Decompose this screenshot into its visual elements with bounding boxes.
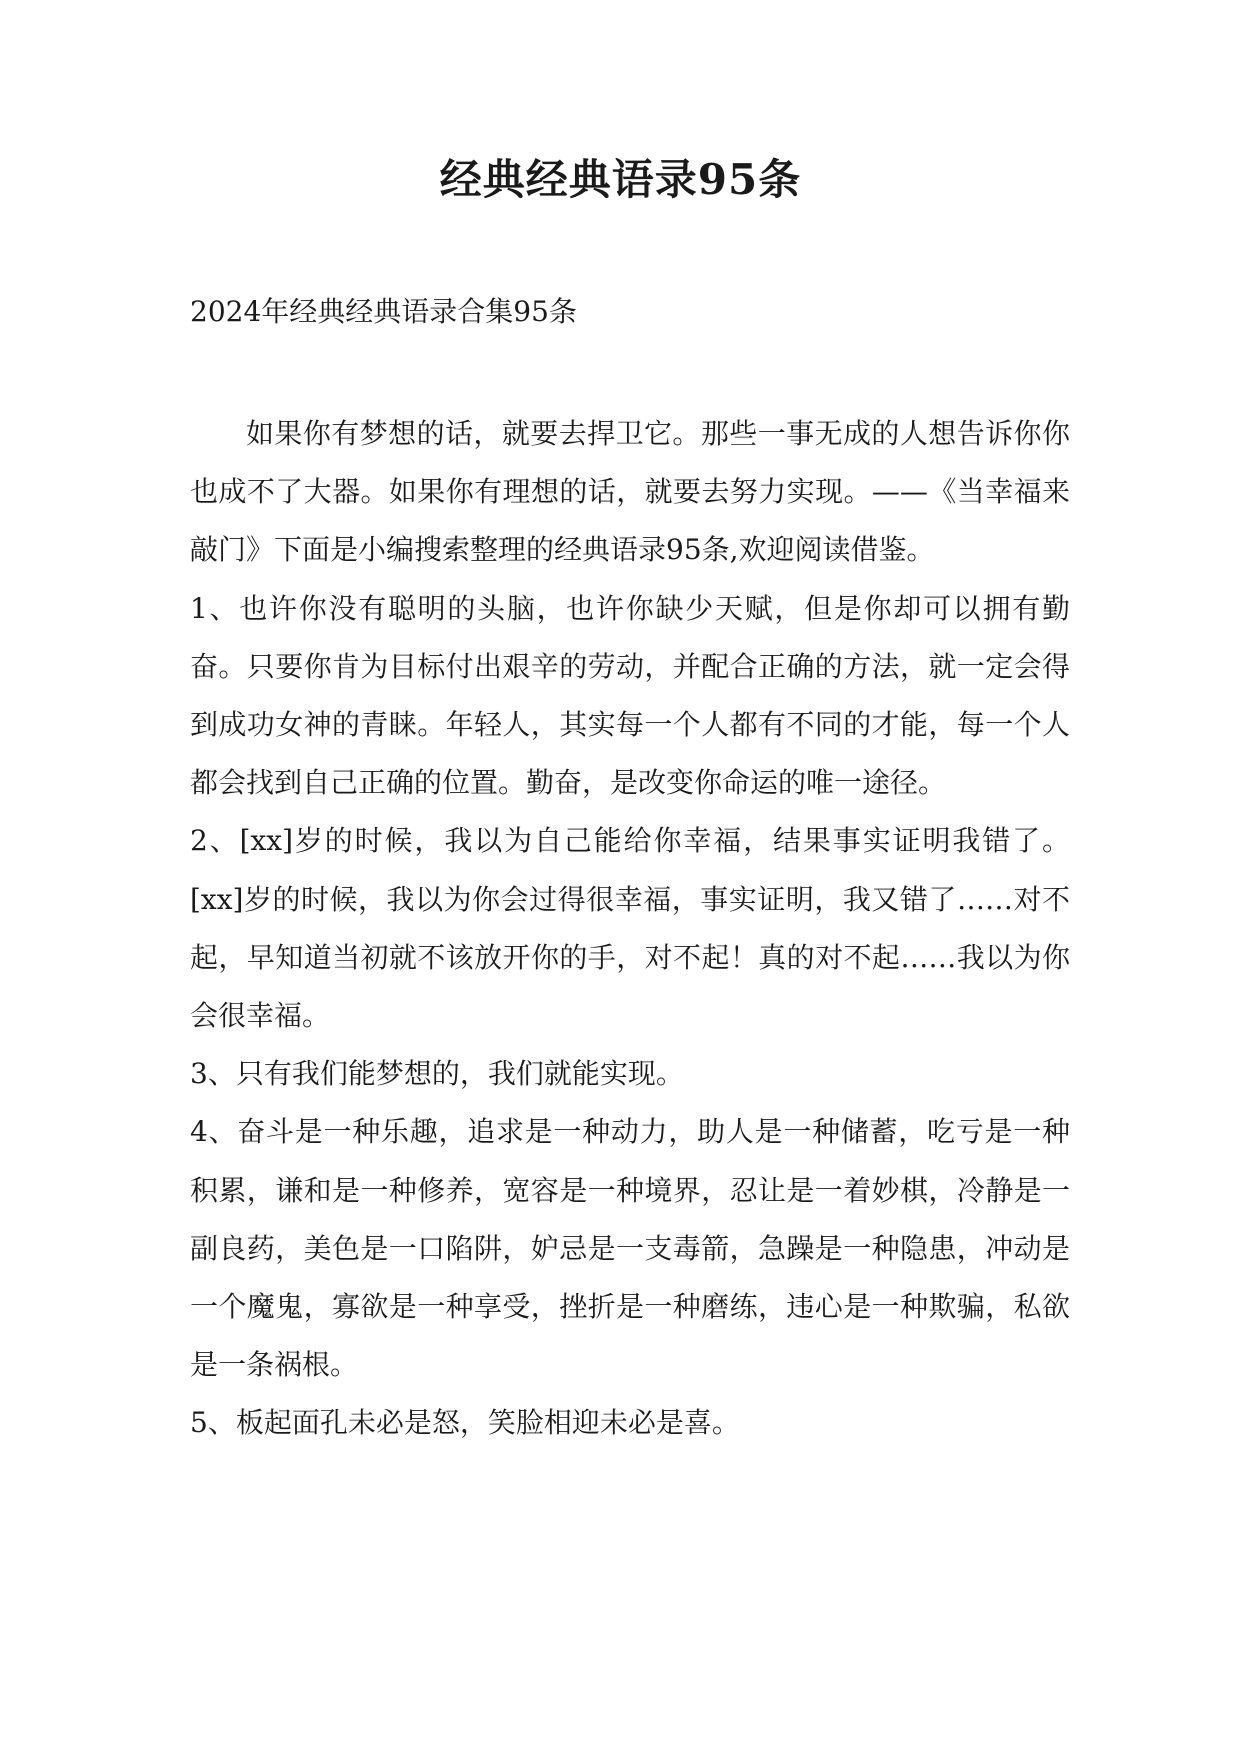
quote-item-1: 1、也许你没有聪明的头脑，也许你缺少天赋，但是你却可以拥有勤奋。只要你肯为目标付出艰辛的劳动，并配合正确的方法，就一定会得到成功女神的青睐。年轻人，其实每一个人都有不同的才能，每一个人都会找到自己正确的位置。勤奋，是改变你命运的唯一途径。 — [190, 591, 1070, 800]
intro-paragraph: 如果你有梦想的话，就要去捍卫它。那些一事无成的人想告诉你你也成不了大器。如果你有理想的话，就要去努力实现。——《当幸福来敲门》下面是小编搜索整理的经典语录95条,欢迎阅读借鉴。 — [190, 417, 1070, 567]
quote-item-5: 5、板起面孔未必是怒，笑脸相迎未必是喜。 — [190, 1406, 740, 1440]
document-subtitle: 2024年经典经典语录合集95条 — [190, 295, 577, 328]
quote-item-4: 4、奋斗是一种乐趣，追求是一种动力，助人是一种储蓄，吃亏是一种积累，谦和是一种修养，宽容是一种境界，忍让是一着妙棋，冷静是一副良药，美色是一口陷阱，妒忌是一支毒箭，急躁是一种隐患，冲动是一个魔鬼，寡欲是一种享受，挫折是一种磨练，违心是一种欺骗，私欲是一条祸根。 — [190, 1115, 1070, 1382]
document-body — [190, 405, 1070, 1453]
quote-item-3: 3、只有我们能梦想的，我们就能实现。 — [190, 1057, 684, 1091]
document-title: 经典经典语录95条 — [439, 155, 802, 204]
quote-item-2: 2、[xx]岁的时候，我以为自己能给你幸福，结果事实证明我错了。[xx]岁的时候，我以为你会过得很幸福，事实证明，我又错了……对不起，早知道当初就不该放开你的手，对不起！真的对不起……我以为你会很幸福。 — [190, 824, 1070, 1033]
